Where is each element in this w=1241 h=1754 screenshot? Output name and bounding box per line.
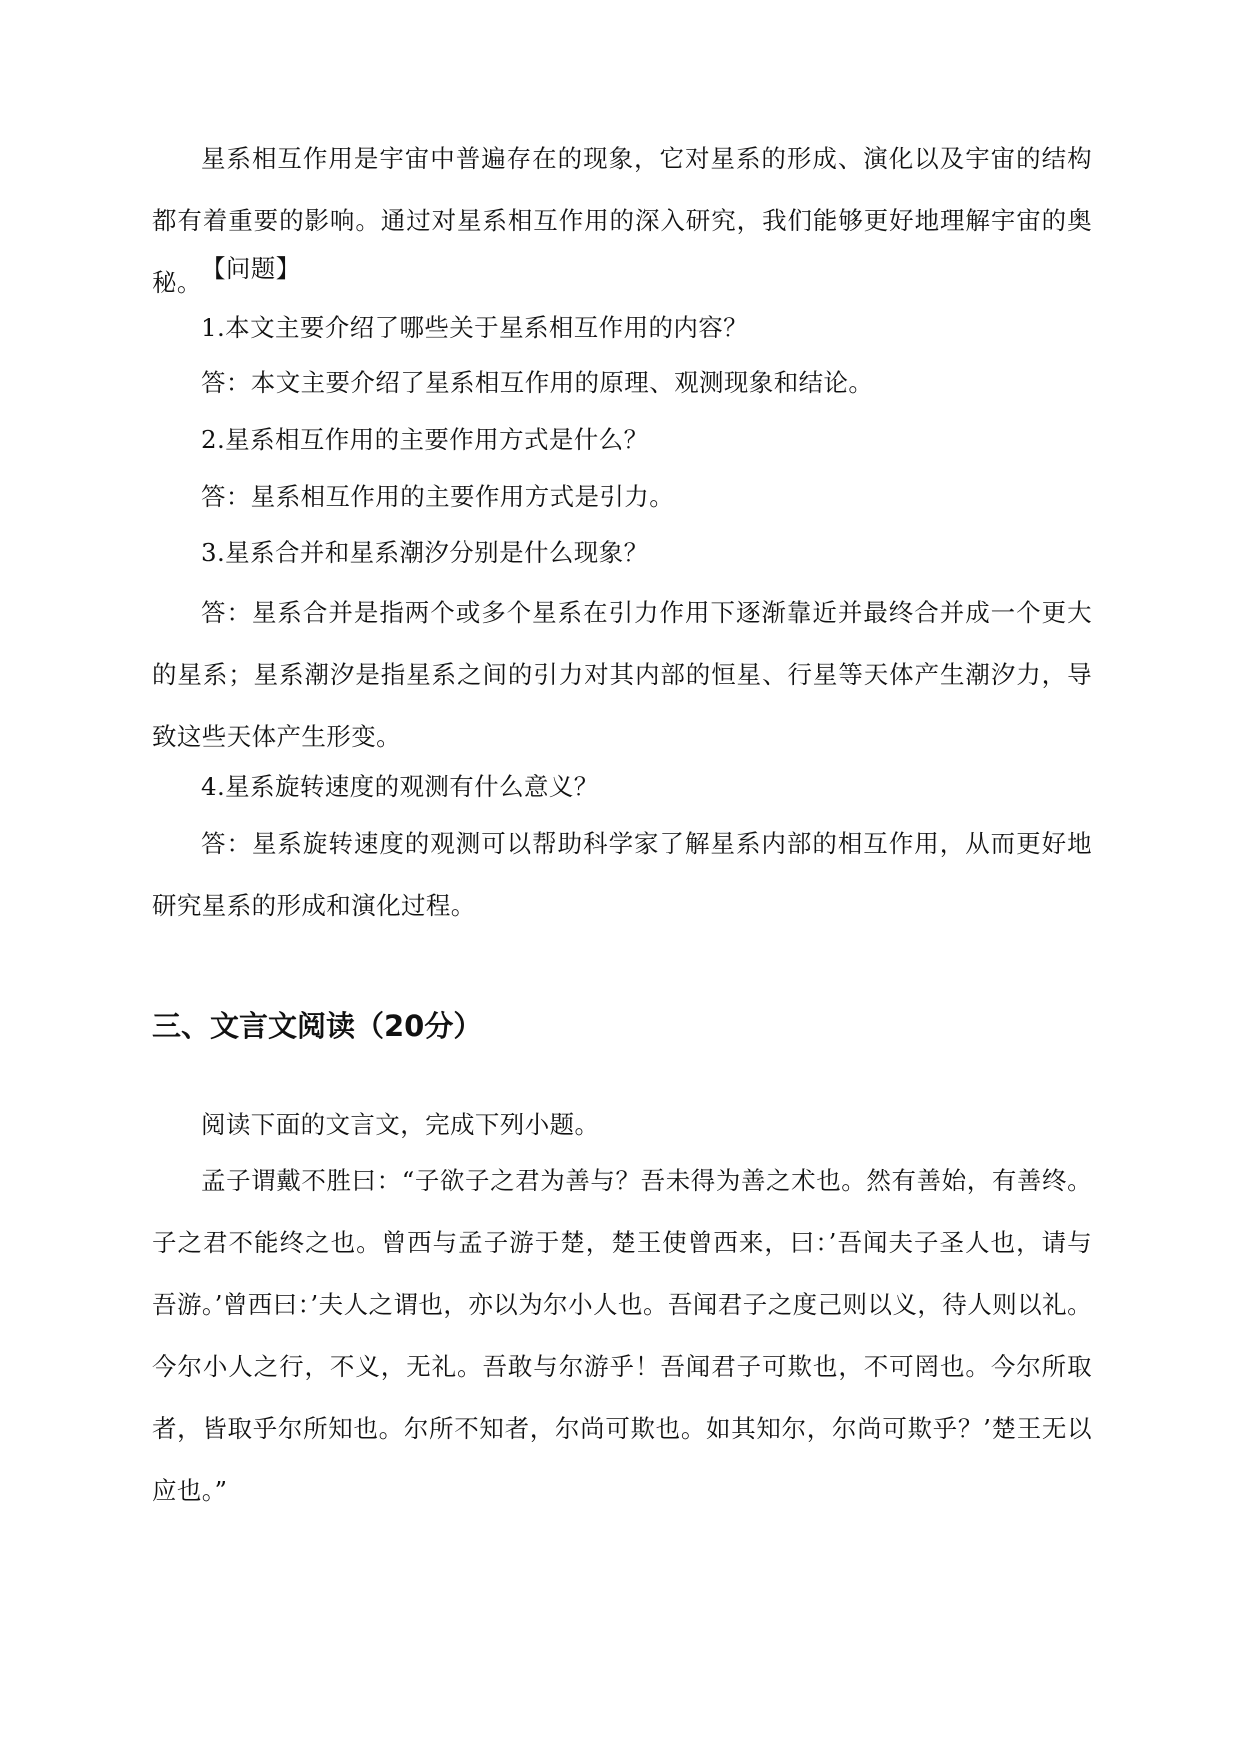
answer-4: 答：星系旋转速度的观测可以帮助科学家了解星系内部的相互作用，从而更好地研究星系的形成和演化过程。 [152,829,1092,920]
section-3-instruction: 阅读下面的文言文，完成下列小题。 [201,1110,600,1139]
classical-passage: 孟子谓戴不胜曰：“子欲子之君为善与？吾未得为善之术也。然有善始，有善终。子之君不能终之也。曾西与孟子游于楚，楚王使曾西来，曰：’吾闻夫子圣人也，请与吾游。’曾西曰：’夫人之谓也，亦以为尔小人也。吾闻君子之度己则以义，待人则以礼。今尔小人之行，不义，无礼。吾敢与尔游乎！吾闻君子可欺也，不可罔也。今尔所取者，皆取乎尔所知也。尔所不知者，尔尚可欺也。如其知尔，尔尚可欺乎？’楚王无以应也。” [152,1166,1092,1505]
question-4: 4.星系旋转速度的观测有什么意义？ [201,772,599,801]
answer-3: 答：星系合并是指两个或多个星系在引力作用下逐渐靠近并最终合并成一个更大的星系；星系潮汐是指星系之间的引力对其内部的恒星、行星等天体产生潮汐力，导致这些天体产生形变。 [152,598,1092,751]
section-3-title: 三、文言文阅读（20分） [152,1009,483,1043]
question-2: 2.星系相互作用的主要作用方式是什么？ [201,425,649,454]
question-1: 1.本文主要介绍了哪些关于星系相互作用的内容？ [201,313,749,342]
answer-1: 答：本文主要介绍了星系相互作用的原理、观测现象和结论。 [201,368,874,397]
intro-paragraph: 星系相互作用是宇宙中普遍存在的现象，它对星系的形成、演化以及宇宙的结构都有着重要的影响。通过对星系相互作用的深入研究，我们能够更好地理解宇宙的奥秘。 [152,144,1092,297]
answer-2: 答：星系相互作用的主要作用方式是引力。 [201,482,675,511]
question-3: 3.星系合并和星系潮汐分别是什么现象？ [201,538,649,567]
questions-header: 【问题】 [201,254,301,283]
